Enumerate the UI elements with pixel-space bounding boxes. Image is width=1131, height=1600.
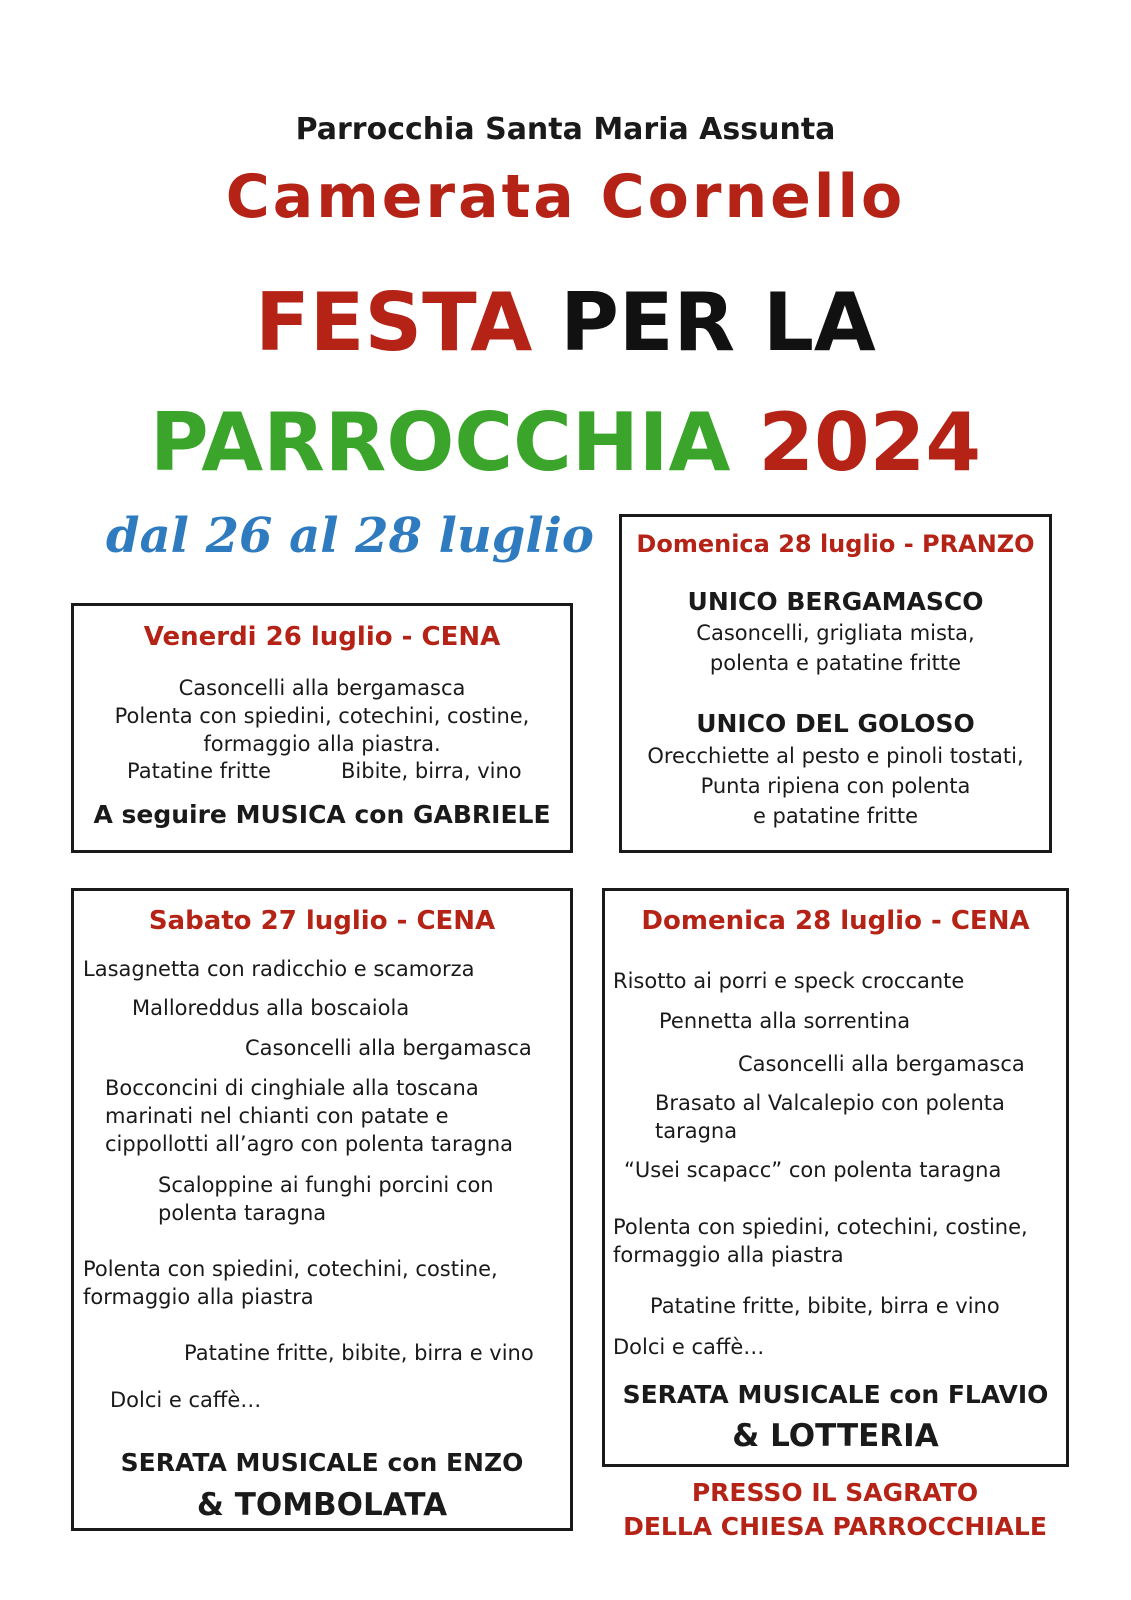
- saturday-line: Dolci e caffè…: [110, 1388, 262, 1412]
- sunday-dinner-line: Patatine fritte, bibite, birra e vino: [650, 1294, 1000, 1318]
- saturday-line: Scaloppine ai funghi porcini con: [158, 1173, 494, 1197]
- saturday-line: Polenta con spiedini, cotechini, costine,: [83, 1257, 498, 1281]
- saturday-dinner-box: [71, 888, 573, 1531]
- sunday-dinner-line: “Usei scapacc” con polenta taragna: [624, 1158, 1002, 1182]
- venue-line2: DELLA CHIESA PARROCCHIALE: [623, 1512, 1047, 1541]
- menu-line: e patatine fritte: [752, 804, 919, 828]
- menu-unico-bergamasco-title: UNICO BERGAMASCO: [687, 587, 984, 616]
- sunday-lunch-heading: Domenica 28 luglio - PRANZO: [636, 530, 1035, 558]
- sunday-dinner-line: Casoncelli alla bergamasca: [738, 1052, 1025, 1076]
- saturday-line: Lasagnetta con radicchio e scamorza: [83, 957, 475, 981]
- saturday-line: Patatine fritte, bibite, birra e vino: [184, 1341, 534, 1365]
- event-title-line2: [0, 398, 1131, 488]
- sunday-dinner-box: [602, 888, 1069, 1467]
- sunday-dinner-heading: Domenica 28 luglio - CENA: [641, 906, 1030, 936]
- town-name: Camerata Cornello: [225, 162, 906, 232]
- friday-line: formaggio alla piastra.: [203, 732, 441, 756]
- menu-line: Punta ripiena con polenta: [700, 774, 971, 798]
- friday-line: Polenta con spiedini, cotechini, costine,: [114, 704, 530, 728]
- parish-name: Parrocchia Santa Maria Assunta: [295, 112, 836, 147]
- sunday-dinner-line: Brasato al Valcalepio con polenta: [655, 1091, 1005, 1115]
- saturday-line: marinati nel chianti con patate e: [105, 1104, 449, 1128]
- title-parrocchia: PARROCCHIA: [150, 396, 731, 489]
- title-year: 2024: [758, 396, 981, 489]
- sunday-dinner-line: Risotto ai porri e speck croccante: [613, 969, 965, 993]
- title-festa: FESTA: [255, 276, 533, 369]
- saturday-line: Malloreddus alla boscaiola: [132, 996, 410, 1020]
- sunday-dinner-line: Polenta con spiedini, cotechini, costine,: [613, 1215, 1028, 1239]
- saturday-tombolata: & TOMBOLATA: [196, 1487, 448, 1523]
- menu-line: polenta e patatine fritte: [709, 651, 962, 675]
- event-title-line1: [0, 278, 1131, 368]
- menu-unico-goloso-title: UNICO DEL GOLOSO: [696, 709, 975, 738]
- sunday-dinner-line: Dolci e caffè…: [613, 1335, 765, 1359]
- friday-dinner-box: [71, 603, 573, 853]
- sunday-lunch-box: [619, 514, 1052, 853]
- menu-line: Orecchiette al pesto e pinoli tostati,: [647, 744, 1024, 768]
- saturday-heading: Sabato 27 luglio - CENA: [148, 906, 496, 936]
- event-dates: dal 26 al 28 luglio: [106, 508, 594, 564]
- saturday-line: formaggio alla piastra: [83, 1285, 314, 1309]
- sunday-dinner-line: taragna: [655, 1119, 738, 1143]
- title-per-la: PER LA: [560, 276, 876, 369]
- friday-line: Bibite, birra, vino: [341, 759, 522, 783]
- friday-heading: Venerdi 26 luglio - CENA: [143, 622, 501, 652]
- saturday-line: cippollotti all’agro con polenta taragna: [105, 1132, 514, 1156]
- sunday-dinner-line: Pennetta alla sorrentina: [659, 1009, 911, 1033]
- menu-line: Casoncelli, grigliata mista,: [696, 621, 975, 645]
- saturday-line: Bocconcini di cinghiale alla toscana: [105, 1076, 479, 1100]
- friday-music: A seguire MUSICA con GABRIELE: [93, 800, 551, 829]
- saturday-line: polenta taragna: [158, 1201, 327, 1225]
- saturday-line: Casoncelli alla bergamasca: [245, 1036, 532, 1060]
- sunday-music: SERATA MUSICALE con FLAVIO: [622, 1380, 1049, 1409]
- saturday-music: SERATA MUSICALE con ENZO: [120, 1448, 524, 1477]
- sunday-dinner-line: formaggio alla piastra: [613, 1243, 844, 1267]
- sunday-lotteria: & LOTTERIA: [732, 1418, 939, 1454]
- friday-line: Casoncelli alla bergamasca: [178, 676, 466, 700]
- friday-line: Patatine fritte: [127, 759, 271, 783]
- venue-line1: PRESSO IL SAGRATO: [691, 1478, 979, 1507]
